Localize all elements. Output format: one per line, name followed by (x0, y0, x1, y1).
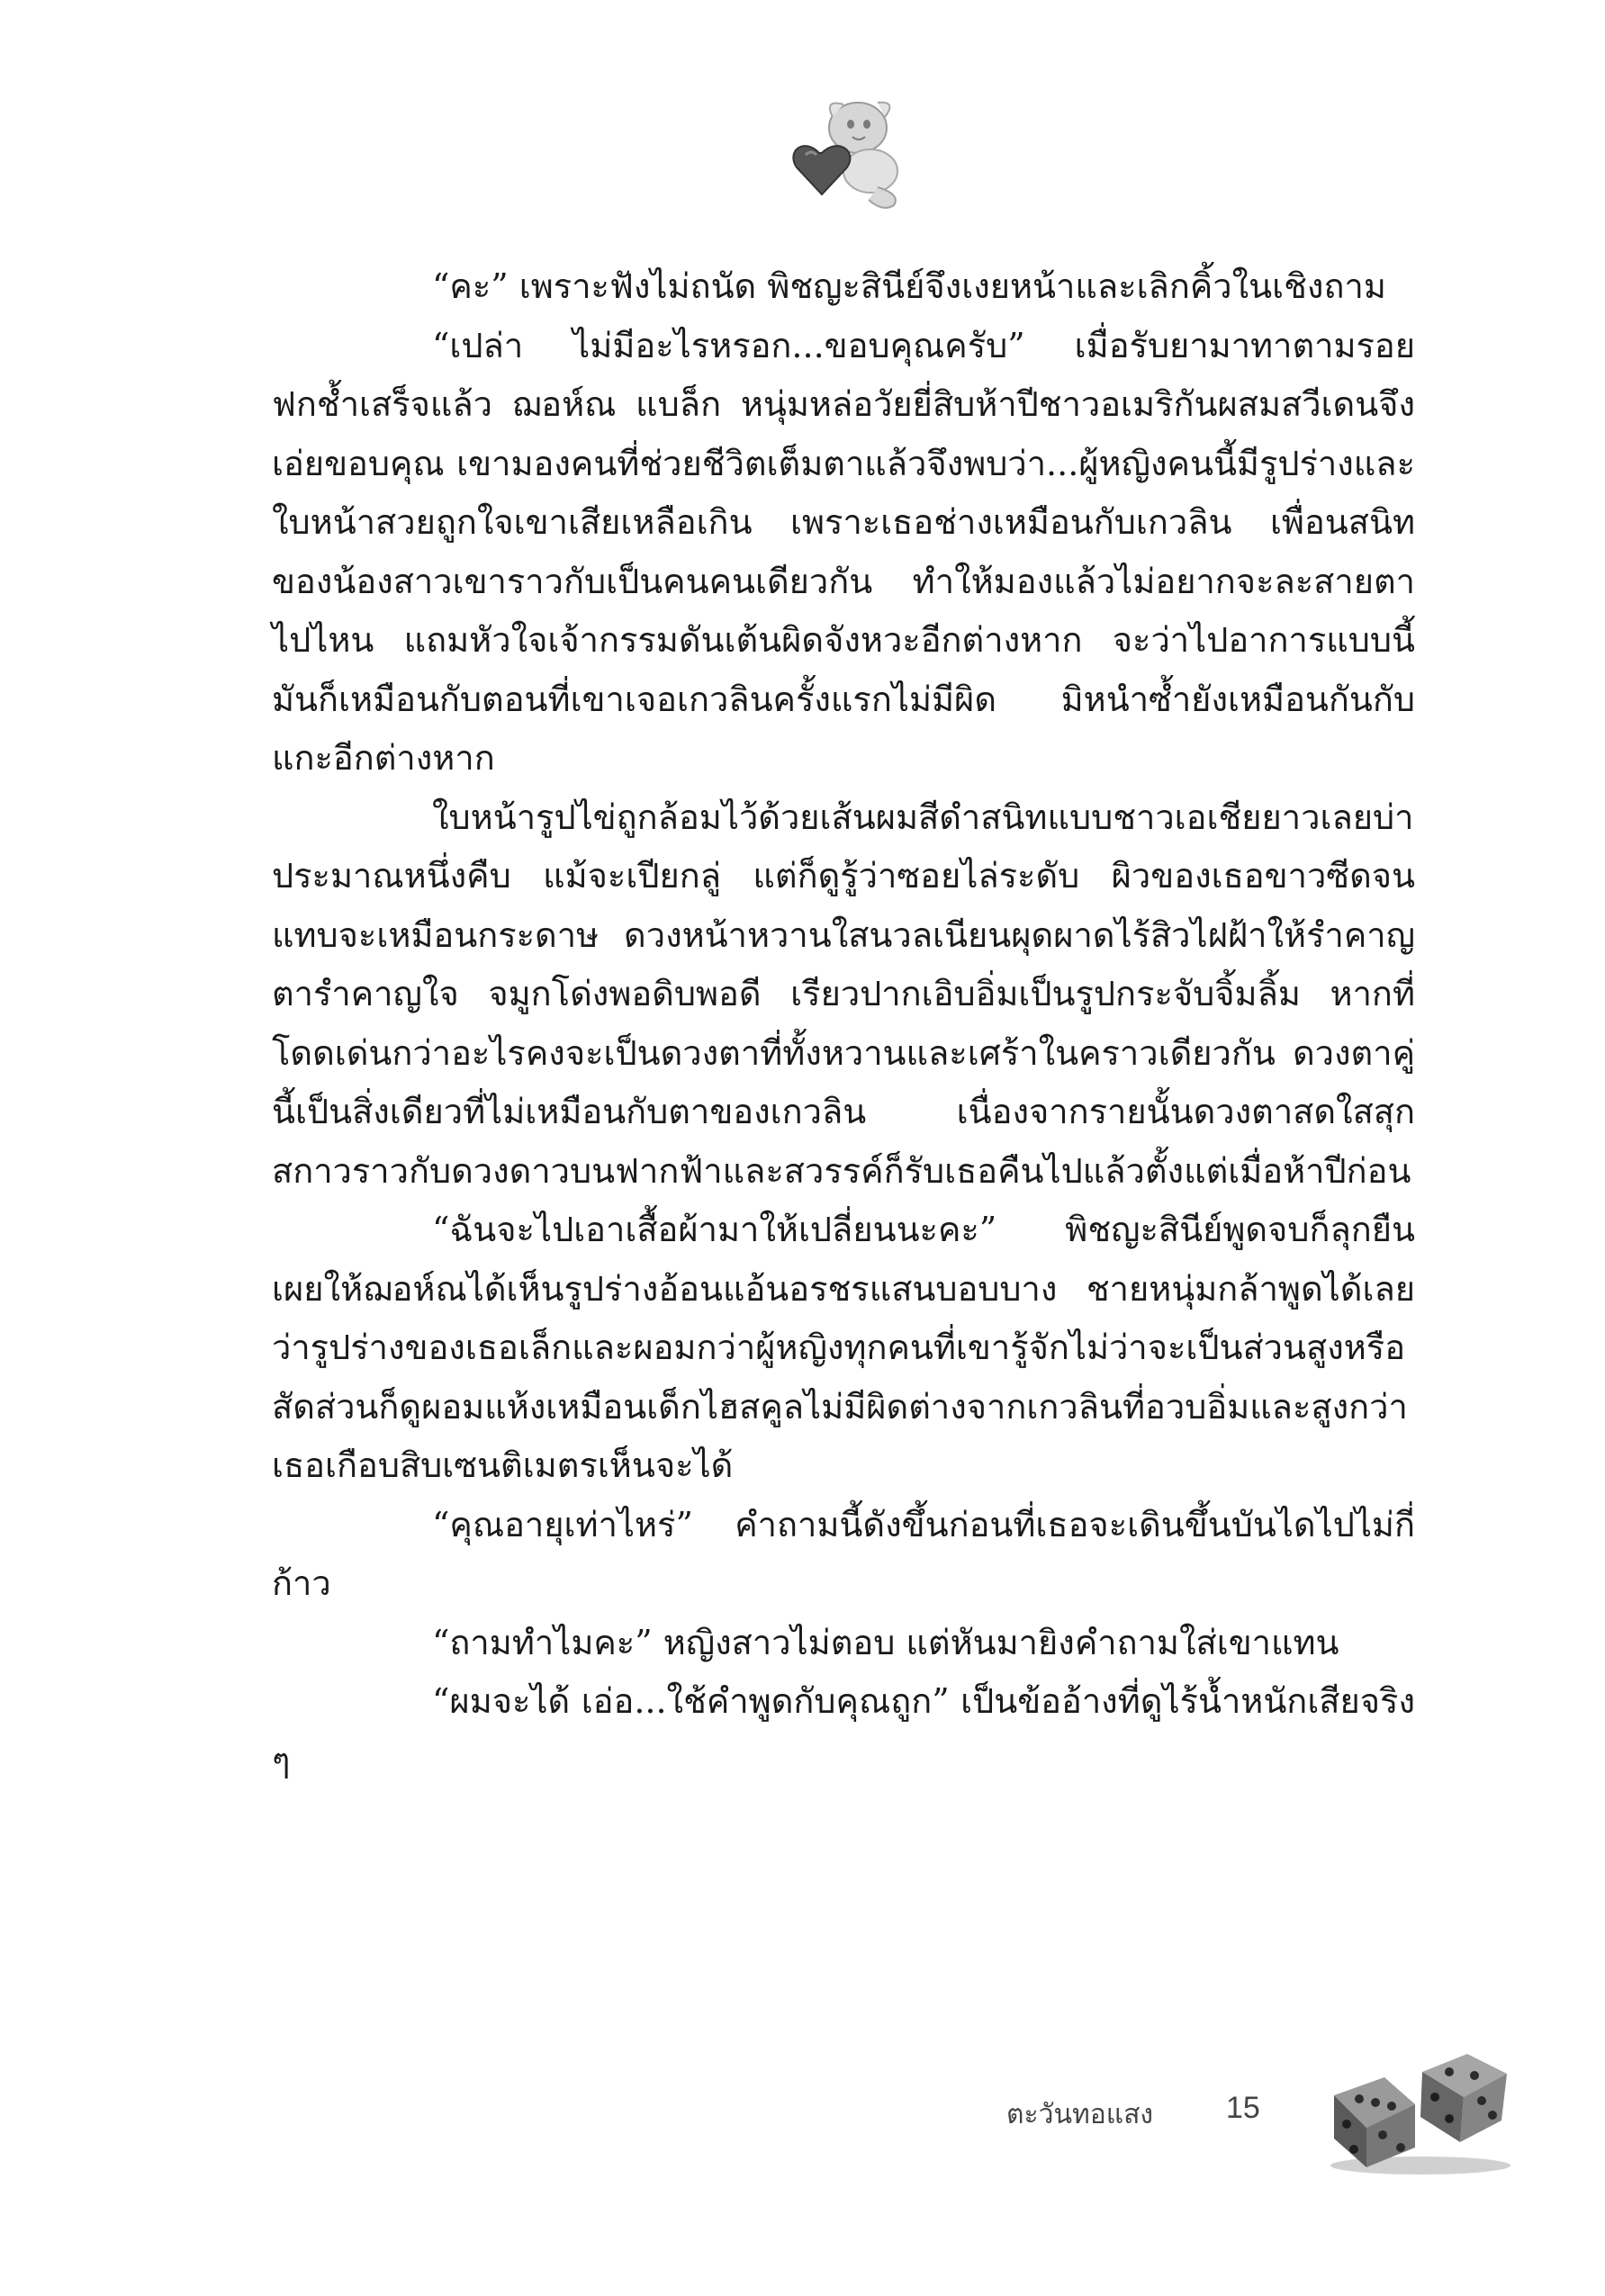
paragraph: “ผมจะได้ เอ่อ...ใช้คำพูดกับคุณถูก” เป็นข้ออ้างที่ดูไร้น้ำหนักเสียจริง ๆ (272, 1681, 1415, 1780)
paragraph: “เปล่า ไม่มีอะไรหรอก...ขอบคุณครับ” เมื่อรับยามาทาตามรอยฟกช้ำเสร็จแล้ว ฌอห์ณ แบล็ก หนุ่มหล่อวัยยี่สิบห้าปีชาวอเมริกันผสมสวีเดนจึงเอ่ยขอบคุณ เขามองคนที่ช่วยชีวิตเต็มตาแล้วจึงพบว่า...ผู้หญิงคนนี้มีรูปร่างและใบหน้าสวยถูกใจเขาเสียเหลือเกิน เพราะเธอช่างเหมือนกับเกวลิน เพื่อนสนิทของน้องสาวเขาราวกับเป็นคนคนเดียวกัน ทำให้มองแล้วไม่อยากจะละสายตาไปไหน แถมหัวใจเจ้ากรรมดันเต้นผิดจังหวะอีกต่างหาก จะว่าไปอาการแบบนี้มันก็เหมือนกับตอนที่เขาเจอเกวลินครั้งแรกไม่มีผิด มิหนำซ้ำยังเหมือนกันกับแกะอีกต่างหาก (272, 325, 1415, 778)
page-number: 15 (1226, 2091, 1260, 2125)
running-footer-title: ตะวันทอแสง (1006, 2099, 1154, 2130)
paragraph: “ฉันจะไปเอาเสื้อผ้ามาให้เปลี่ยนนะคะ” พิชญะสินีย์พูดจบก็ลุกยืน เผยให้ฌอห์ณได้เห็นรูปร่างอ้อนแอ้นอรชรแสนบอบบาง ชายหนุ่มกล้าพูดได้เลยว่ารูปร่างของเธอเล็กและผอมกว่าผู้หญิงทุกคนที่เขารู้จักไม่ว่าจะเป็นส่วนสูงหรือสัดส่วนก็ดูผอมแห้งเหมือนเด็กไฮสคูลไม่มีผิดต่างจากเกวลินที่อวบอิ่มและสูงกว่าเธอเกือบสิบเซนติเมตรเห็นจะได้ (272, 1210, 1415, 1485)
paragraph: “คะ” เพราะฟังไม่ถนัด พิชญะสินีย์จึงเงยหน้าและเลิกคิ้วในเชิงถาม (432, 266, 1386, 306)
paragraph: “ถามทำไมคะ” หญิงสาวไม่ตอบ แต่หันมายิงคำถามใส่เขาแทน (432, 1622, 1339, 1662)
dice-icon (1314, 2041, 1521, 2176)
body-text (272, 257, 1415, 1790)
cupid-heart-icon (770, 81, 923, 216)
paragraph: “คุณอายุเท่าไหร่” คำถามนี้ดังขึ้นก่อนที่เธอจะเดินขึ้นบันไดไปไม่กี่ก้าว (272, 1504, 1415, 1603)
paragraph: ใบหน้ารูปไข่ถูกล้อมไว้ด้วยเส้นผมสีดำสนิทแบบชาวเอเชียยาวเลยบ่าประมาณหนึ่งคืบ แม้จะเปียกลู่ แต่ก็ดูรู้ว่าซอยไล่ระดับ ผิวของเธอขาวซีดจนแทบจะเหมือนกระดาษ ดวงหน้าหวานใสนวลเนียนผุดผาดไร้สิวไฝฝ้าให้รำคาญตารำคาญใจ จมูกโด่งพอดิบพอดี เรียวปากเอิบอิ่มเป็นรูปกระจับจิ้มลิ้ม หากที่โดดเด่นกว่าอะไรคงจะเป็นดวงตาที่ทั้งหวานและเศร้าในคราวเดียวกัน ดวงตาคู่นี้เป็นสิ่งเดียวที่ไม่เหมือนกับตาของเกวลิน เนื่องจากรายนั้นดวงตาสดใสสุกสกาวราวกับดวงดาวบนฟากฟ้าและสวรรค์ก็รับเธอคืนไปแล้วตั้งแต่เมื่อห้าปีก่อน (272, 797, 1415, 1191)
